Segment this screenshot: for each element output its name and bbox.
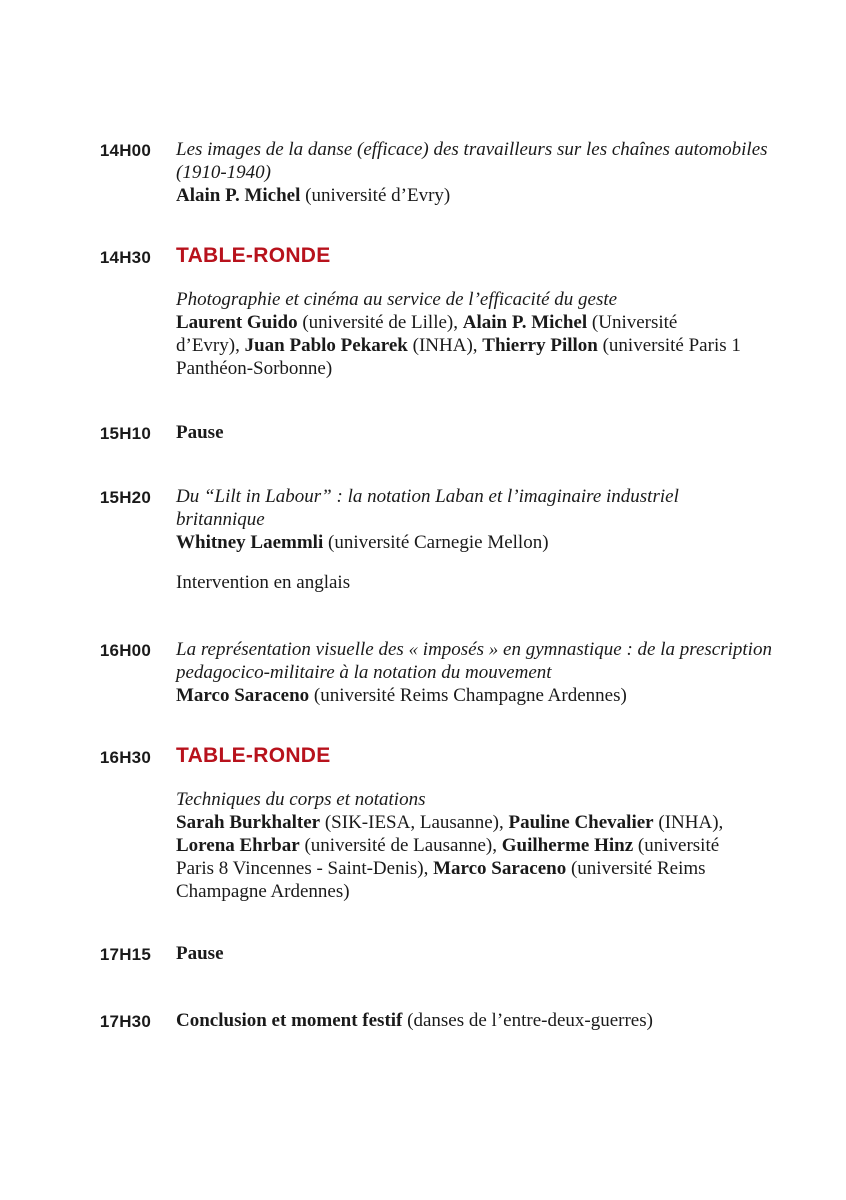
participant-name: Alain P. Michel xyxy=(462,312,588,333)
participants-line-2 xyxy=(176,834,816,857)
pause-text: Pause xyxy=(176,943,224,964)
speaker-name: Whitney Laemmli xyxy=(176,532,324,553)
session-time: 15H20 xyxy=(99,488,151,507)
roundtable-heading: TABLE-RONDE xyxy=(176,244,331,267)
participant-affiliation: (université Reims xyxy=(566,858,706,879)
talk-title-line-1: Les images de la danse (efficace) des travailleurs sur les chaînes automobiles xyxy=(176,139,768,160)
participant-affiliation: (université Paris 1 xyxy=(597,335,741,356)
session-body xyxy=(176,638,816,707)
participant-name: Marco Saraceno xyxy=(433,858,567,879)
participants-line-1 xyxy=(176,311,816,334)
session-time: 14H30 xyxy=(99,248,151,267)
conclusion-detail: (danses de l’entre-deux-guerres) xyxy=(402,1010,653,1031)
participant-affiliation: (Université xyxy=(587,312,678,333)
participant-name: Thierry Pillon xyxy=(482,335,598,356)
session-body xyxy=(176,244,816,380)
talk-title-line-1: La représentation visuelle des « imposés » en gymnastique : de la prescription xyxy=(176,639,772,660)
participant-name: Lorena Ehrbar xyxy=(176,835,300,856)
pause-label xyxy=(176,942,816,965)
conclusion-label: Conclusion et moment festif xyxy=(176,1010,403,1031)
participants-line-4 xyxy=(176,880,816,903)
conclusion-line xyxy=(176,1009,816,1032)
language-note: Intervention en anglais xyxy=(176,572,351,593)
pause-label xyxy=(176,421,816,444)
participant-affiliation: Champagne Ardennes) xyxy=(176,881,350,902)
session-time: 15H10 xyxy=(99,424,151,443)
session-body xyxy=(176,744,816,903)
session-body xyxy=(176,942,816,965)
speaker-name: Marco Saraceno xyxy=(176,685,310,706)
session-body xyxy=(176,138,816,207)
participant-name: Pauline Chevalier xyxy=(508,812,654,833)
participant-affiliation: (INHA), xyxy=(653,812,724,833)
session-body xyxy=(176,421,816,444)
participant-name: Laurent Guido xyxy=(176,312,298,333)
participant-name: Sarah Burkhalter xyxy=(176,812,321,833)
participant-affiliation: (université de Lausanne), xyxy=(299,835,502,856)
speaker-line xyxy=(176,184,816,207)
roundtable-heading: TABLE-RONDE xyxy=(176,744,331,767)
session-body xyxy=(176,485,816,594)
participant-affiliation: d’Evry), xyxy=(176,335,245,356)
participant-affiliation: (INHA), xyxy=(407,335,483,356)
participant-name: Juan Pablo Pekarek xyxy=(244,335,408,356)
talk-title-line-2: britannique xyxy=(176,509,265,530)
participants-line-1 xyxy=(176,811,816,834)
session-time: 17H30 xyxy=(99,1012,151,1031)
participant-affiliation: (SIK-IESA, Lausanne), xyxy=(320,812,509,833)
talk-title-line-2: (1910-1940) xyxy=(176,162,271,183)
speaker-affiliation: (université Reims Champagne Ardennes) xyxy=(313,685,627,706)
participant-affiliation: (université xyxy=(633,835,720,856)
session-time: 16H30 xyxy=(99,748,151,767)
participants-line-2 xyxy=(176,334,816,357)
session-body xyxy=(176,1009,816,1032)
participant-affiliation: Paris 8 Vincennes - Saint-Denis), xyxy=(176,858,434,879)
roundtable-title: Photographie et cinéma au service de l’efficacité du geste xyxy=(176,289,618,310)
speaker-affiliation: (université Carnegie Mellon) xyxy=(328,532,549,553)
speaker-affiliation: (université d’Evry) xyxy=(305,185,451,206)
speaker-line xyxy=(176,531,816,554)
pause-text: Pause xyxy=(176,422,224,443)
talk-title-line-1: Du “Lilt in Labour” : la notation Laban et l’imaginaire industriel xyxy=(176,486,679,507)
talk-title-line-2: pedagocico-militaire à la notation du mouvement xyxy=(176,662,552,683)
speaker-line xyxy=(176,684,816,707)
speaker-name: Alain P. Michel xyxy=(176,185,301,206)
participant-affiliation: Panthéon-Sorbonne) xyxy=(176,358,333,379)
participants-line-3 xyxy=(176,857,816,880)
session-time: 17H15 xyxy=(99,945,151,964)
session-time: 14H00 xyxy=(99,141,151,160)
session-time: 16H00 xyxy=(99,641,151,660)
roundtable-title: Techniques du corps et notations xyxy=(176,789,426,810)
participant-affiliation: (université de Lille), xyxy=(297,312,463,333)
participants-line-3 xyxy=(176,357,816,380)
participant-name: Guilherme Hinz xyxy=(501,835,634,856)
